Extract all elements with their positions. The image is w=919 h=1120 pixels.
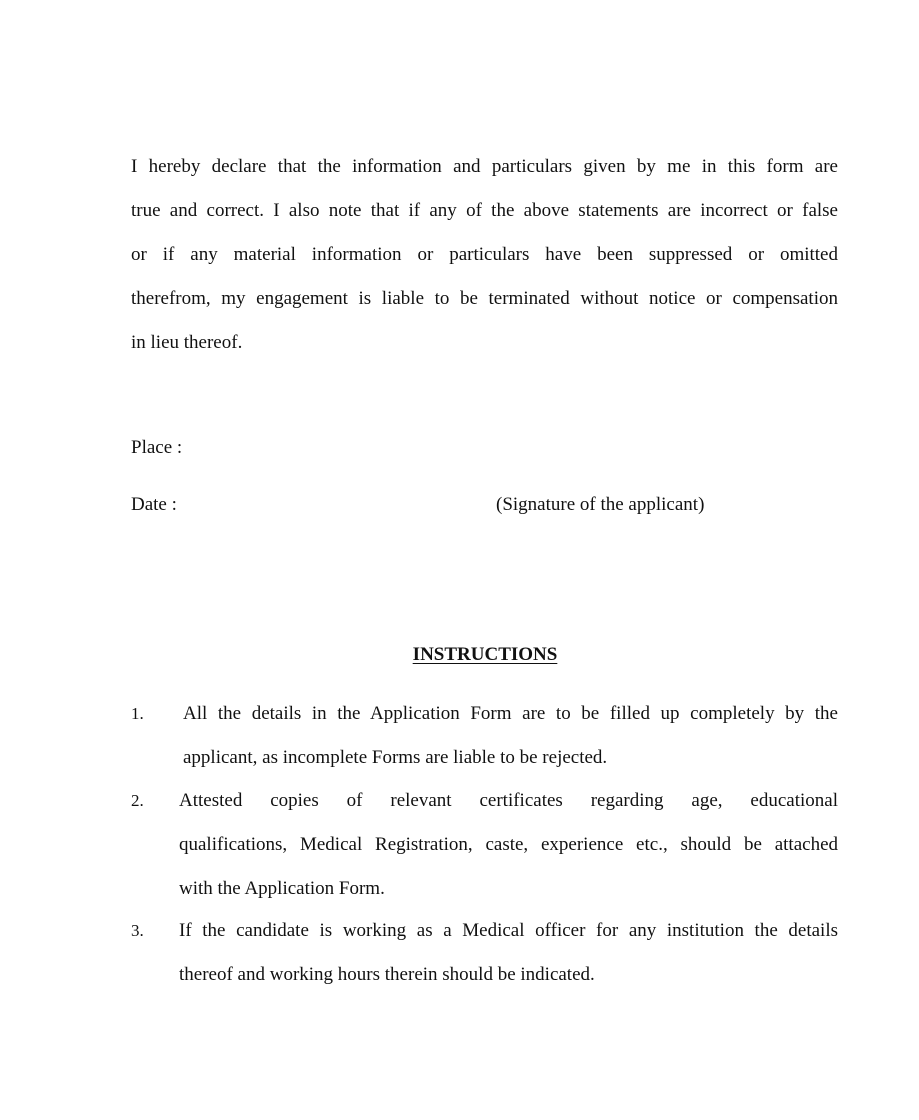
instruction-text <box>179 779 838 911</box>
instructions-heading: INSTRUCTIONS <box>412 644 558 665</box>
date-label: Date : <box>131 494 177 515</box>
declaration-line: true and correct. I also note that if any of the above statements are incorrect or false <box>131 200 838 221</box>
instruction-text <box>183 692 838 780</box>
declaration-line: I hereby declare that the information and particulars given by me in this form are <box>131 156 838 177</box>
instruction-line: with the Application Form. <box>179 878 385 899</box>
instruction-line: All the details in the Application Form are to be filled up completely by the <box>183 703 838 724</box>
instruction-number: 1. <box>131 704 144 723</box>
instruction-number: 2. <box>131 791 144 810</box>
signature-label: (Signature of the applicant) <box>496 494 705 515</box>
place-label: Place : <box>131 437 183 458</box>
instruction-line: Attested copies of relevant certificates regarding age, educational <box>179 790 838 811</box>
declaration-paragraph <box>131 145 838 365</box>
instruction-line: qualifications, Medical Registration, caste, experience etc., should be attached <box>179 834 838 855</box>
instruction-line: If the candidate is working as a Medical officer for any institution the details <box>179 920 838 941</box>
instruction-line: applicant, as incomplete Forms are liable to be rejected. <box>183 747 608 768</box>
declaration-line: therefrom, my engagement is liable to be terminated without notice or compensation <box>131 288 838 309</box>
instruction-number: 3. <box>131 921 144 940</box>
instruction-text <box>179 909 838 997</box>
instruction-line: thereof and working hours therein should be indicated. <box>179 964 595 985</box>
declaration-line: or if any material information or particulars have been suppressed or omitted <box>131 244 838 265</box>
declaration-line: in lieu thereof. <box>131 332 243 353</box>
